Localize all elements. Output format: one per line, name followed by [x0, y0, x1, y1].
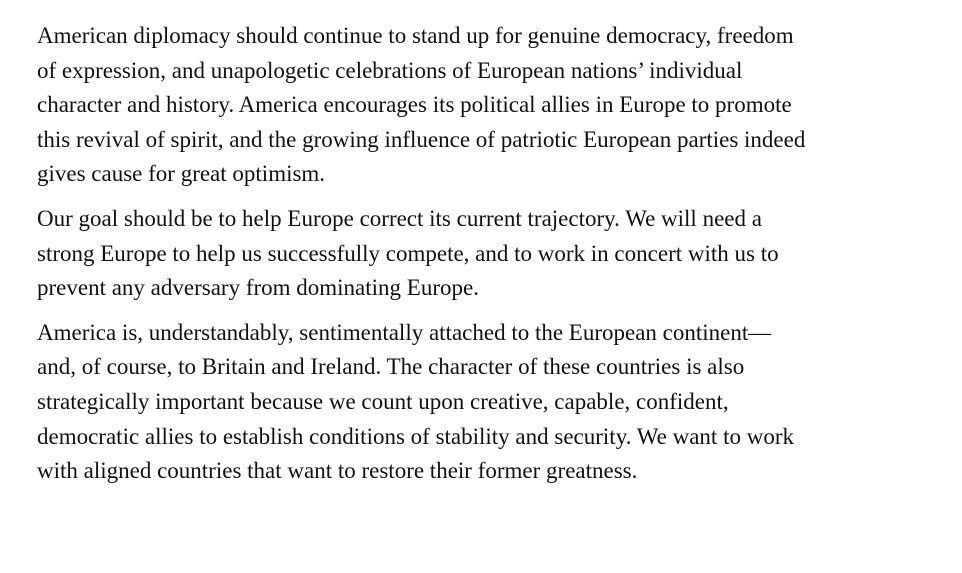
paragraph-2	[37, 202, 937, 306]
text-line: Our goal should be to help Europe correct its current trajectory. We will need a	[37, 205, 762, 231]
text-line: strong Europe to help us successfully compete, and to work in concert with us to	[37, 240, 779, 266]
text-line: this revival of spirit, and the growing influence of patriotic European parties indeed	[37, 126, 806, 152]
paragraph-1	[37, 19, 937, 192]
document-body	[37, 19, 937, 499]
text-line: prevent any adversary from dominating Europe.	[37, 275, 479, 301]
text-line: democratic allies to establish conditions of stability and security. We want to work	[37, 423, 794, 449]
text-line: and, of course, to Britain and Ireland. The character of these countries is also	[37, 354, 745, 380]
text-line: character and history. America encourages its political allies in Europe to promote	[37, 92, 792, 118]
text-line: gives cause for great optimism.	[37, 161, 326, 187]
text-line: America is, understandably, sentimentally attached to the European continent—	[37, 319, 772, 345]
paragraph-3	[37, 316, 937, 489]
text-line: of expression, and unapologetic celebrations of European nations’ individual	[37, 57, 743, 83]
text-line: with aligned countries that want to restore their former greatness.	[37, 458, 638, 484]
text-line: strategically important because we count upon creative, capable, confident,	[37, 388, 729, 414]
text-line: American diplomacy should continue to stand up for genuine democracy, freedom	[37, 23, 794, 48]
